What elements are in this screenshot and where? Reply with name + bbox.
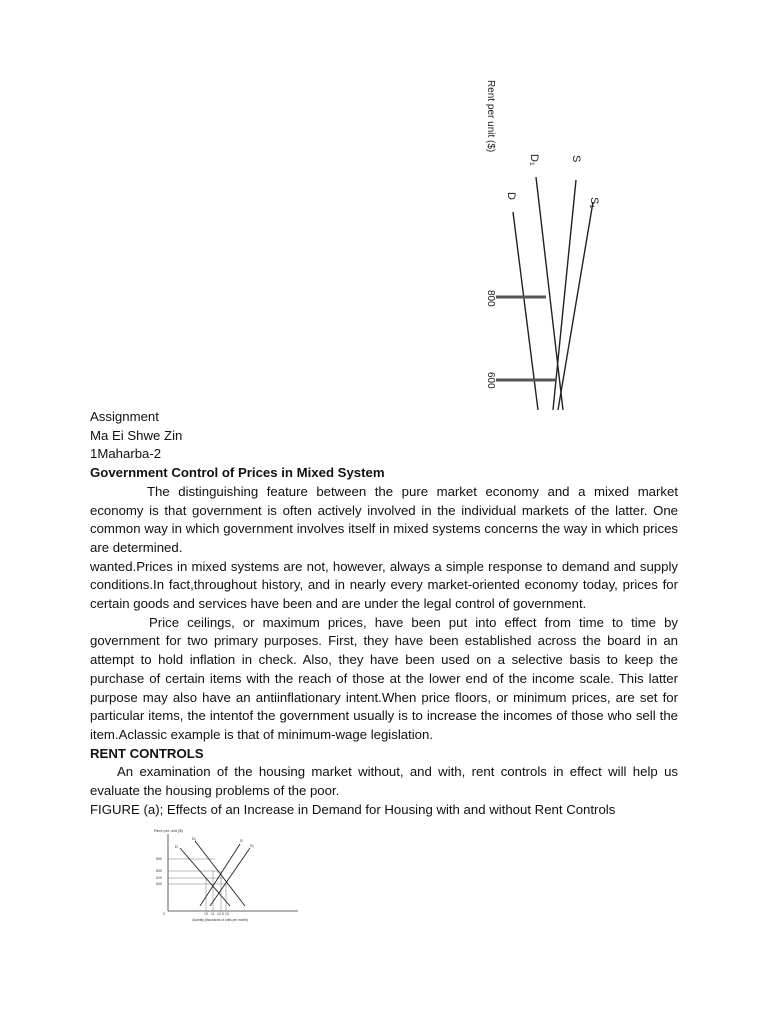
small-ytick-500: 500 <box>156 882 162 886</box>
tick-label-600: 600 <box>485 372 496 389</box>
small-ytick-600: 600 <box>156 869 162 873</box>
small-label-s1: S₁ <box>250 843 255 848</box>
small-xtick-10: 10 <box>204 912 208 916</box>
figure-caption: FIGURE (a); Effects of an Increase in Demand for Housing with and without Rent Controls <box>90 801 616 817</box>
small-origin: 0 <box>163 912 165 916</box>
rent-graph-small <box>150 826 300 924</box>
small-ytick-800: 800 <box>156 857 162 861</box>
curve-label-s1: S₁ <box>588 197 600 209</box>
small-label-d1: D₁ <box>192 836 197 841</box>
header-author: Ma Ei Shwe Zin <box>90 427 183 443</box>
section1-paragraph3: Price ceilings, or maximum prices, have been put into effect from time to time by government for two primary purposes. First, they have been established across the board in an attempt to hold inflation in check. Also, they have been used on a selective basis to keep the purchase of certain items with the reach of those at the lower end of the income scale. This latter purpose may also have an antiinflationary intent.When price floors, or minimum prices, are set for particular items, the intentof the government usually is to increase the incomes of those who sell the item.Aclassic example is that of minimum-wage legislation. <box>90 614 678 742</box>
header-class: 1Maharba-2 <box>90 446 162 462</box>
curve-label-s: S <box>570 155 582 163</box>
small-xtick-12-5: 12.5 <box>217 912 224 916</box>
tick-label-800: 800 <box>485 290 496 307</box>
small-ytick-520: 520 <box>156 876 162 880</box>
header-assignment: Assignment <box>90 409 159 424</box>
curve-label-d1: D₁ <box>528 154 540 166</box>
small-y-axis-label: Rent per unit ($) <box>154 828 183 833</box>
section1-paragraph1: The distinguishing feature between the pure market economy and a mixed market economy is that government is often actively involved in the individual markets of the latter. One common way in which government involves itself in mixed systems concerns the way in which prices are determined. <box>90 483 678 555</box>
small-label-s: S <box>240 838 243 843</box>
curve-label-d: D <box>505 192 517 200</box>
section1-paragraph2: wanted.Prices in mixed systems are not, however, always a simple response to demand and supply conditions.In fact,throughout history, and in nearly every market-oriented economy today, prices for certain goods and services have been and are under the legal control of government. <box>90 558 678 612</box>
small-x-axis-label: Quantity (thousands of units per month) <box>192 918 248 922</box>
large-graph-y-axis-label: Rent per unit ($) <box>485 80 496 153</box>
document-body <box>90 408 678 819</box>
section2-title: RENT CONTROLS <box>90 745 204 761</box>
small-xtick-11: 11 <box>211 912 215 916</box>
small-xtick-13: 13 <box>225 912 229 916</box>
small-label-d: D <box>175 844 178 849</box>
section1-title: Government Control of Prices in Mixed System <box>90 465 385 481</box>
rent-graph-large <box>458 52 678 410</box>
section2-paragraph1: An examination of the housing market without, and with, rent controls in effect will help us evaluate the housing problems of the poor. <box>90 764 678 799</box>
